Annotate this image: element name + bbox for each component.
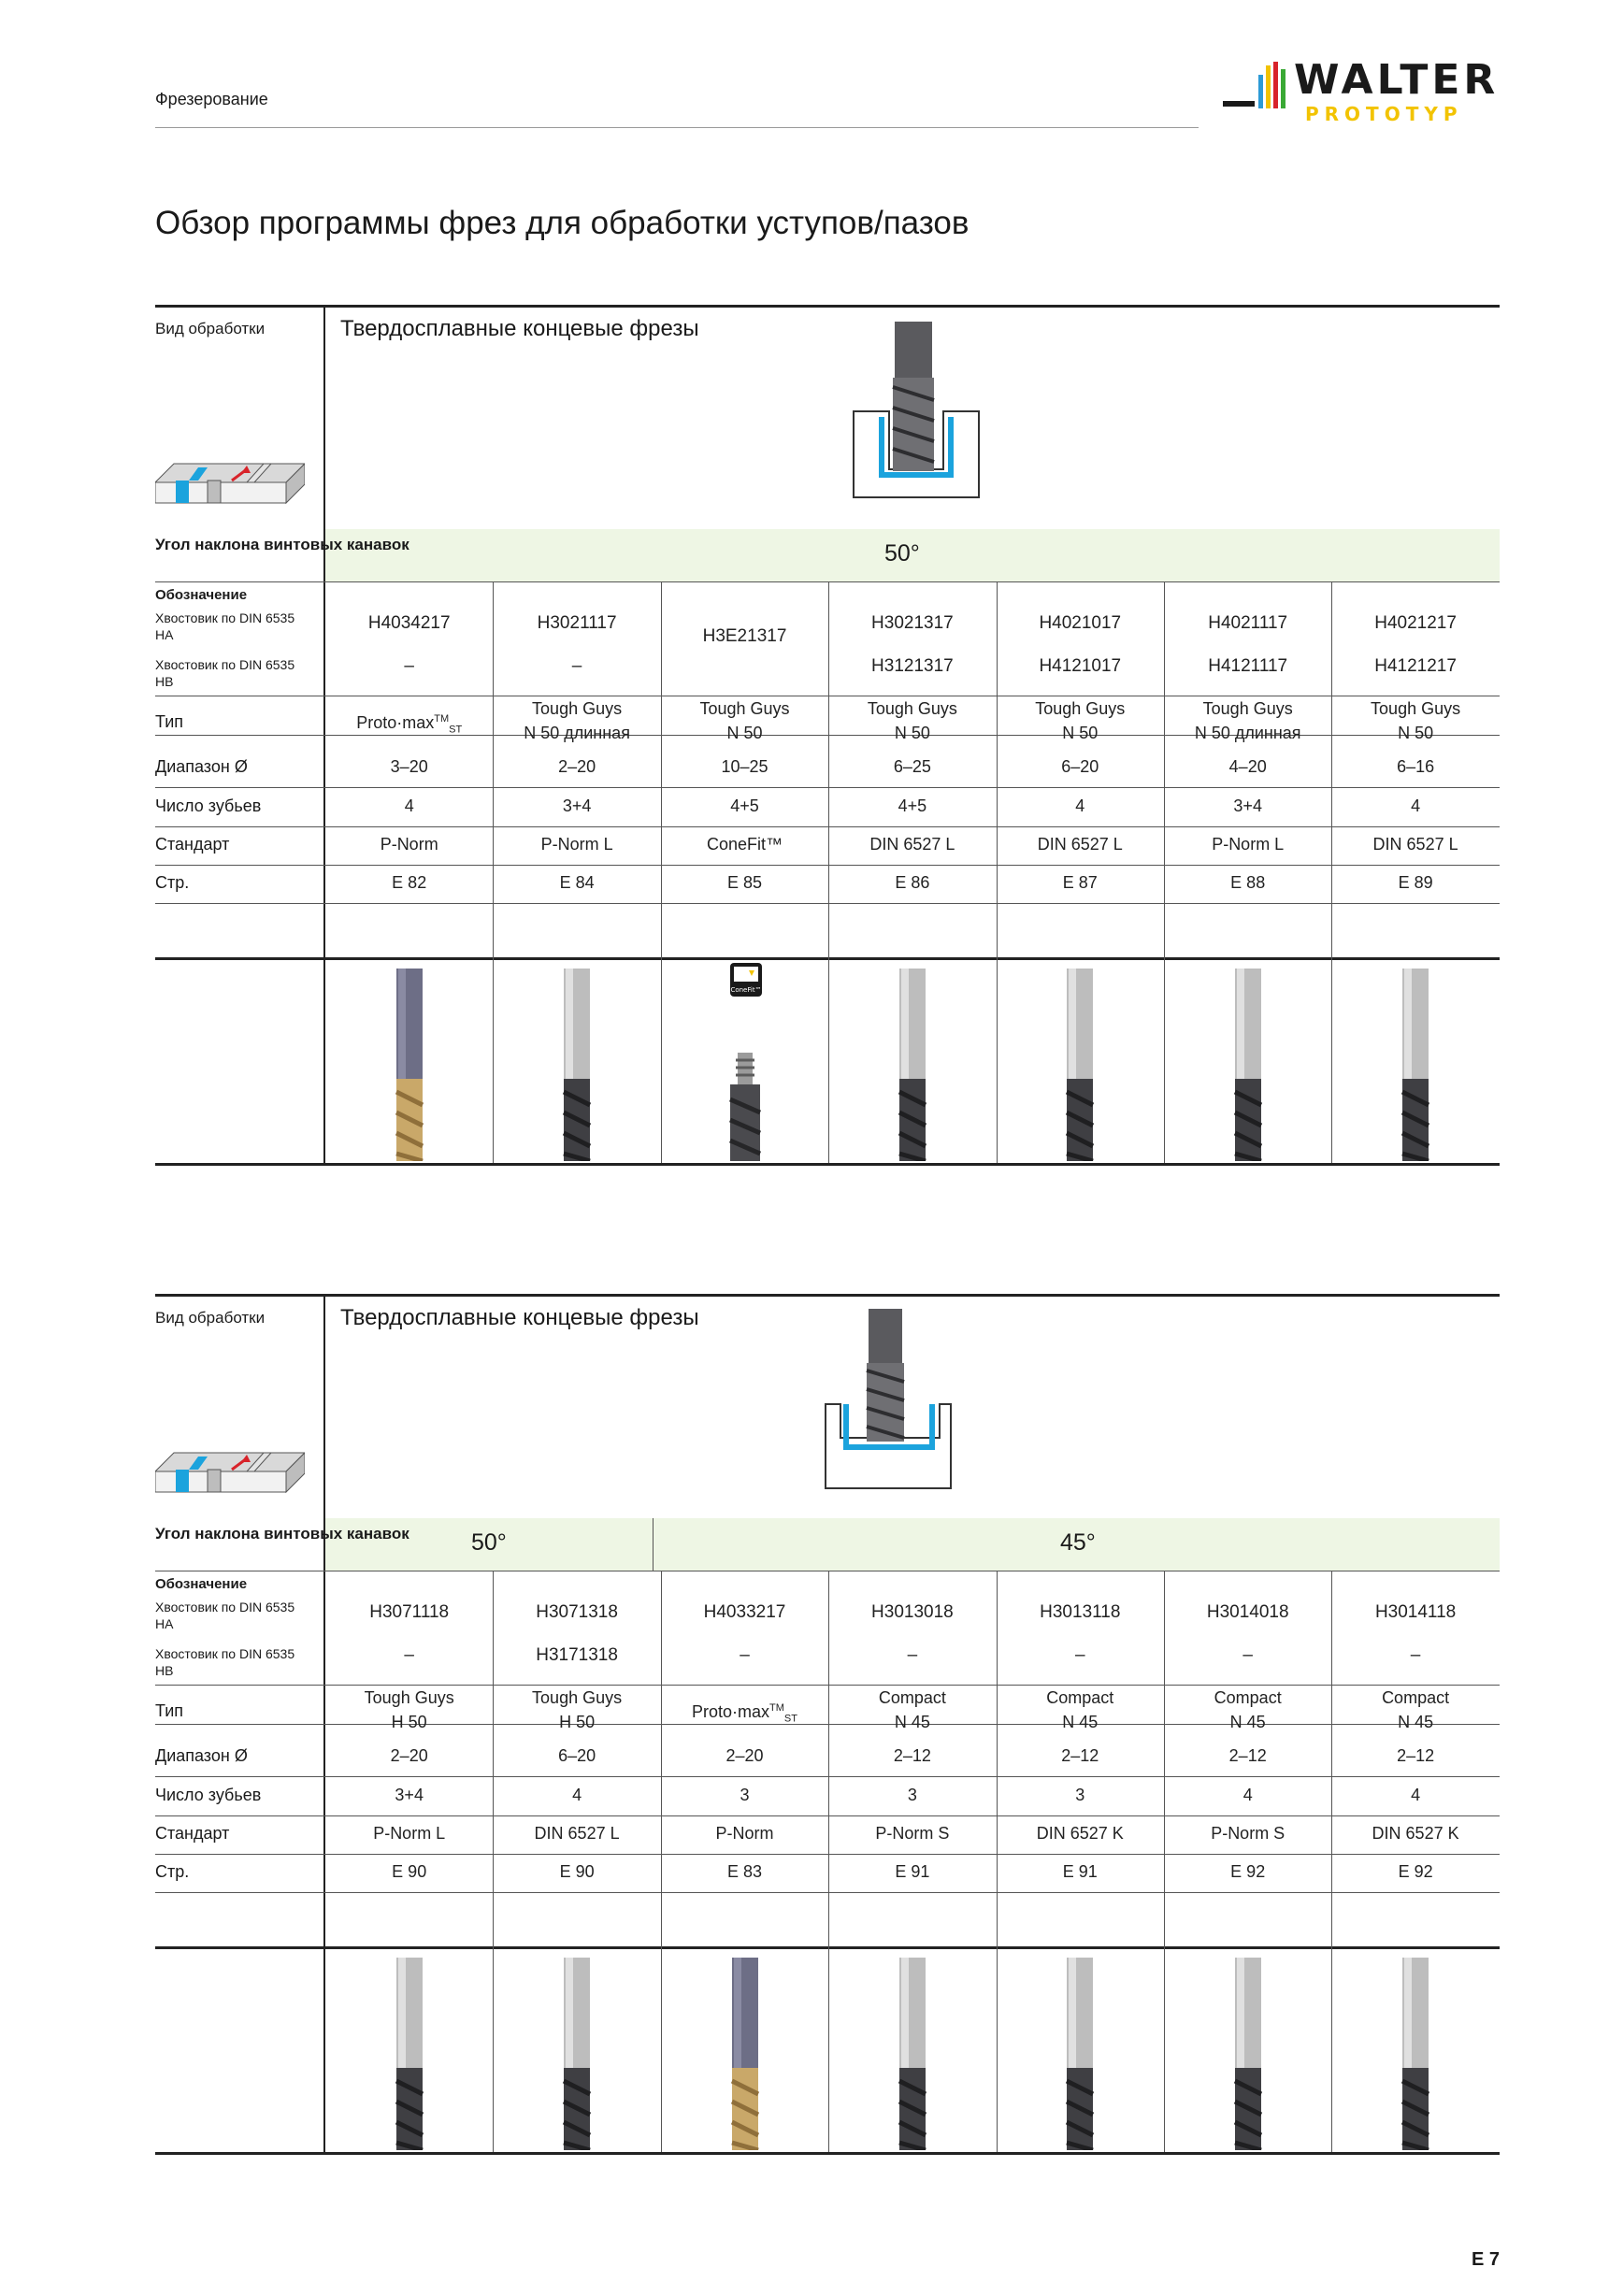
shank-ha-code: H3071118 bbox=[369, 1602, 450, 1622]
range-value: 6–25 bbox=[893, 757, 931, 776]
type-line-2: N 45 bbox=[1062, 1713, 1099, 1731]
type-line-2: N 50 длинная bbox=[1194, 724, 1301, 742]
helix-angle-label: Угол наклона винтовых канавок bbox=[155, 536, 409, 553]
type-line-1: Tough Guys bbox=[1202, 699, 1293, 718]
standard-value: DIN 6527 L bbox=[534, 1824, 620, 1843]
shank-ha-code: H3071318 bbox=[536, 1602, 618, 1622]
standard-value: P-Norm bbox=[380, 835, 438, 854]
table-rule bbox=[155, 1815, 1500, 1816]
page-value: E 86 bbox=[895, 873, 930, 892]
type-line-1: Tough Guys bbox=[1371, 699, 1461, 718]
range-value: 6–16 bbox=[1397, 757, 1435, 776]
standard-value: DIN 6527 L bbox=[1372, 835, 1458, 854]
page-value: E 90 bbox=[392, 1862, 427, 1881]
conefit-label: ConeFit™ bbox=[729, 986, 762, 994]
type-line-1: Tough Guys bbox=[364, 1688, 454, 1707]
teeth-value: 4+5 bbox=[730, 796, 759, 815]
type-line-1 bbox=[661, 1696, 828, 1731]
page-value: E 90 bbox=[559, 1862, 595, 1881]
slot-milling-icon bbox=[155, 445, 305, 505]
table-rule bbox=[155, 865, 1500, 866]
shank-hb-code: – bbox=[907, 1645, 918, 1665]
shank-hb-code: H4121017 bbox=[1039, 656, 1122, 676]
teeth-label: Число зубьев bbox=[155, 796, 262, 815]
standard-value: P-Norm L bbox=[373, 1824, 446, 1843]
end-mill-image bbox=[381, 1952, 438, 2150]
range-value: 2–12 bbox=[1228, 1746, 1267, 1765]
type-line-1: Tough Guys bbox=[532, 699, 623, 718]
page-value: E 91 bbox=[1062, 1862, 1098, 1881]
table-rule bbox=[155, 787, 1500, 788]
type-line-2: N 50 bbox=[726, 724, 763, 742]
type-line-1: Compact bbox=[1382, 1688, 1450, 1707]
range-value: 2–12 bbox=[1397, 1746, 1435, 1765]
column-line bbox=[661, 581, 662, 1163]
range-value: 6–20 bbox=[558, 1746, 596, 1765]
end-mill-image bbox=[1220, 1952, 1276, 2150]
type-value bbox=[997, 696, 1164, 745]
tool-block-2 bbox=[155, 1294, 1500, 2154]
table-rule bbox=[155, 1776, 1500, 1777]
tool-in-slot-icon bbox=[824, 1309, 955, 1490]
standard-value: P-Norm S bbox=[1211, 1824, 1285, 1843]
shank-hb-label: Хвостовик по DIN 6535 HB bbox=[155, 1646, 295, 1678]
shank-ha-label: Хвостовик по DIN 6535 HA bbox=[155, 610, 295, 642]
end-mill-image bbox=[381, 963, 438, 1161]
slot-milling-icon bbox=[155, 1434, 305, 1494]
shank-ha-code: H4033217 bbox=[703, 1602, 786, 1622]
teeth-value: 4 bbox=[1411, 1786, 1421, 1804]
shank-ha-code: H3021317 bbox=[871, 613, 954, 633]
type-value bbox=[1164, 1686, 1331, 1734]
range-label: Диапазон Ø bbox=[155, 757, 248, 776]
type-value bbox=[828, 1686, 996, 1734]
end-mill-image bbox=[717, 1952, 773, 2150]
table-rule bbox=[155, 1163, 1500, 1166]
end-mill-image bbox=[1220, 963, 1276, 1161]
standard-value: P-Norm L bbox=[1212, 835, 1285, 854]
shank-hb-code: – bbox=[1075, 1645, 1085, 1665]
standard-value: ConeFit™ bbox=[706, 835, 783, 854]
teeth-value: 3+4 bbox=[1233, 796, 1262, 815]
shank-hb-code: H3171318 bbox=[536, 1645, 618, 1665]
shank-ha-label: Хвостовик по DIN 6535 HA bbox=[155, 1600, 295, 1631]
helix-angle-value: 50° bbox=[471, 1529, 507, 1556]
standard-value: P-Norm L bbox=[540, 835, 613, 854]
shank-hb-code: – bbox=[571, 656, 582, 676]
page-value: E 88 bbox=[1230, 873, 1266, 892]
block-top-rule bbox=[155, 1294, 1500, 1297]
conefit-tool-image bbox=[717, 963, 773, 1161]
shank-hb-code: – bbox=[1410, 1645, 1421, 1665]
type-value bbox=[493, 1686, 660, 1734]
type-value bbox=[1164, 696, 1331, 745]
page-label: Стр. bbox=[155, 873, 190, 892]
type-line-1: Tough Guys bbox=[867, 699, 957, 718]
type-value bbox=[661, 1696, 828, 1731]
type-name: Proto·max bbox=[692, 1702, 770, 1721]
page-value: E 84 bbox=[559, 873, 595, 892]
band-divider bbox=[653, 1518, 654, 1571]
page-label: Стр. bbox=[155, 1862, 190, 1881]
table-rule bbox=[155, 2152, 1500, 2155]
standard-label: Стандарт bbox=[155, 1824, 230, 1843]
table-rule bbox=[155, 581, 1500, 582]
range-value: 10–25 bbox=[721, 757, 768, 776]
type-line-1: Compact bbox=[1214, 1688, 1282, 1707]
type-line-1: Compact bbox=[1046, 1688, 1114, 1707]
type-line-2: H 50 bbox=[559, 1713, 596, 1731]
type-line-2: N 45 bbox=[894, 1713, 930, 1731]
type-value bbox=[1331, 696, 1499, 745]
type-line-2: N 50 bbox=[1398, 724, 1434, 742]
process-label: Вид обработки bbox=[155, 320, 266, 337]
type-label: Тип bbox=[155, 712, 184, 731]
shank-ha-code: H3013018 bbox=[871, 1602, 954, 1622]
type-line-1 bbox=[325, 707, 493, 742]
standard-value: P-Norm bbox=[715, 1824, 774, 1843]
shank-hb-code: H3121317 bbox=[871, 656, 954, 676]
type-value bbox=[325, 707, 493, 742]
section-label: Фрезерование bbox=[155, 90, 268, 108]
range-value: 2–12 bbox=[1061, 1746, 1099, 1765]
end-mill-image bbox=[1052, 1952, 1108, 2150]
type-line-1: Tough Guys bbox=[1035, 699, 1126, 718]
type-line-1: Tough Guys bbox=[699, 699, 790, 718]
block-top-rule bbox=[155, 305, 1500, 308]
range-value: 2–20 bbox=[390, 1746, 428, 1765]
page-value: E 92 bbox=[1230, 1862, 1266, 1881]
end-mill-image bbox=[1387, 1952, 1443, 2150]
teeth-value: 4 bbox=[1411, 796, 1421, 815]
page-value: E 82 bbox=[392, 873, 427, 892]
range-label: Диапазон Ø bbox=[155, 1746, 248, 1765]
teeth-value: 3+4 bbox=[562, 796, 592, 815]
type-line-1: Compact bbox=[878, 1688, 946, 1707]
type-value bbox=[325, 1686, 493, 1734]
table-rule bbox=[155, 826, 1500, 827]
standard-value: DIN 6527 K bbox=[1036, 1824, 1124, 1843]
type-value bbox=[493, 696, 660, 745]
type-line-2: N 50 bbox=[1062, 724, 1099, 742]
type-line-2: N 45 bbox=[1398, 1713, 1434, 1731]
standard-value: DIN 6527 L bbox=[1037, 835, 1123, 854]
group-title: Твердосплавные концевые фрезы bbox=[340, 1305, 699, 1330]
range-value: 2–20 bbox=[558, 757, 596, 776]
page-value: E 92 bbox=[1398, 1862, 1433, 1881]
table-rule bbox=[155, 1854, 1500, 1855]
teeth-value: 4 bbox=[1242, 1786, 1253, 1804]
page-number: E 7 bbox=[1471, 2249, 1500, 2270]
end-mill-image bbox=[1052, 963, 1108, 1161]
shank-hb-code: H4121117 bbox=[1208, 656, 1288, 676]
type-value bbox=[997, 1686, 1164, 1734]
type-value bbox=[1331, 1686, 1499, 1734]
shank-ha-code: H4021017 bbox=[1039, 613, 1122, 633]
shank-ha-code: H4034217 bbox=[367, 613, 451, 633]
shank-ha-code: H3021117 bbox=[537, 613, 617, 633]
teeth-value: 3 bbox=[1075, 1786, 1085, 1804]
walter-logo bbox=[1223, 56, 1503, 135]
table-rule bbox=[155, 1892, 1500, 1893]
page-value: E 89 bbox=[1398, 873, 1433, 892]
range-value: 4–20 bbox=[1228, 757, 1267, 776]
shank-hb-code: H4121217 bbox=[1374, 656, 1457, 676]
end-mill-image bbox=[1387, 963, 1443, 1161]
header-rule bbox=[155, 127, 1199, 128]
type-label: Тип bbox=[155, 1701, 184, 1720]
standard-value: P-Norm S bbox=[875, 1824, 950, 1843]
page-title: Обзор программы фрез для обработки уступов/пазов bbox=[155, 205, 969, 242]
page-value: E 91 bbox=[895, 1862, 930, 1881]
shank-ha-code: H3014018 bbox=[1206, 1602, 1289, 1622]
teeth-value: 3 bbox=[907, 1786, 917, 1804]
end-mill-image bbox=[884, 1952, 941, 2150]
shank-ha-code: H3014118 bbox=[1374, 1602, 1457, 1622]
teeth-value: 4 bbox=[572, 1786, 582, 1804]
teeth-value: 4 bbox=[1075, 796, 1085, 815]
type-line-1: Tough Guys bbox=[532, 1688, 623, 1707]
designation-label: Обозначение bbox=[155, 587, 248, 603]
shank-ha-code: H4021117 bbox=[1208, 613, 1288, 633]
teeth-value: 4 bbox=[404, 796, 414, 815]
type-name: Proto·max bbox=[356, 713, 435, 732]
range-value: 2–12 bbox=[893, 1746, 931, 1765]
tool-block-1 bbox=[155, 305, 1500, 1165]
end-mill-image bbox=[884, 963, 941, 1161]
page-value: E 85 bbox=[726, 873, 762, 892]
shank-hb-code: – bbox=[404, 1645, 414, 1665]
type-sup: TM bbox=[434, 713, 450, 725]
shank-hb-code: – bbox=[404, 656, 414, 676]
table-rule bbox=[155, 1946, 1500, 1949]
table-rule bbox=[155, 957, 1500, 960]
range-value: 2–20 bbox=[725, 1746, 764, 1765]
helix-angle-value: 50° bbox=[884, 540, 920, 567]
range-value: 3–20 bbox=[390, 757, 428, 776]
teeth-value: 3+4 bbox=[395, 1786, 424, 1804]
designation-label: Обозначение bbox=[155, 1576, 248, 1592]
process-label: Вид обработки bbox=[155, 1309, 266, 1327]
type-value bbox=[661, 696, 828, 745]
page-value: E 87 bbox=[1062, 873, 1098, 892]
standard-value: DIN 6527 K bbox=[1372, 1824, 1459, 1843]
type-sub: ST bbox=[783, 1713, 797, 1725]
standard-value: DIN 6527 L bbox=[869, 835, 955, 854]
teeth-value: 3 bbox=[740, 1786, 750, 1804]
standard-label: Стандарт bbox=[155, 835, 230, 854]
type-line-2: H 50 bbox=[391, 1713, 427, 1731]
type-sup: TM bbox=[769, 1702, 784, 1714]
page-value: E 83 bbox=[726, 1862, 762, 1881]
range-value: 6–20 bbox=[1061, 757, 1099, 776]
shank-hb-code: – bbox=[1242, 1645, 1253, 1665]
type-value bbox=[828, 696, 996, 745]
logo-word: WALTER bbox=[1294, 56, 1500, 104]
shank-ha-code: H4021217 bbox=[1374, 613, 1457, 633]
teeth-value: 4+5 bbox=[898, 796, 927, 815]
end-mill-image bbox=[549, 1952, 605, 2150]
type-line-2: N 50 bbox=[894, 724, 930, 742]
shank-ha-code: H3E21317 bbox=[702, 626, 787, 646]
tool-in-slot-icon bbox=[852, 322, 983, 499]
table-rule bbox=[155, 903, 1500, 904]
logo-sub: PROTOTYP bbox=[1305, 103, 1463, 125]
helix-angle-value: 45° bbox=[1060, 1529, 1096, 1556]
helix-angle-label: Угол наклона винтовых канавок bbox=[155, 1525, 409, 1543]
type-sub: ST bbox=[449, 724, 463, 736]
group-title: Твердосплавные концевые фрезы bbox=[340, 316, 699, 341]
shank-ha-code: H3013118 bbox=[1040, 1602, 1121, 1622]
end-mill-image bbox=[549, 963, 605, 1161]
shank-hb-label: Хвостовик по DIN 6535 HB bbox=[155, 657, 295, 689]
type-line-2: N 45 bbox=[1229, 1713, 1266, 1731]
type-line-2: N 50 длинная bbox=[524, 724, 630, 742]
shank-hb-code: – bbox=[740, 1645, 750, 1665]
teeth-label: Число зубьев bbox=[155, 1786, 262, 1804]
